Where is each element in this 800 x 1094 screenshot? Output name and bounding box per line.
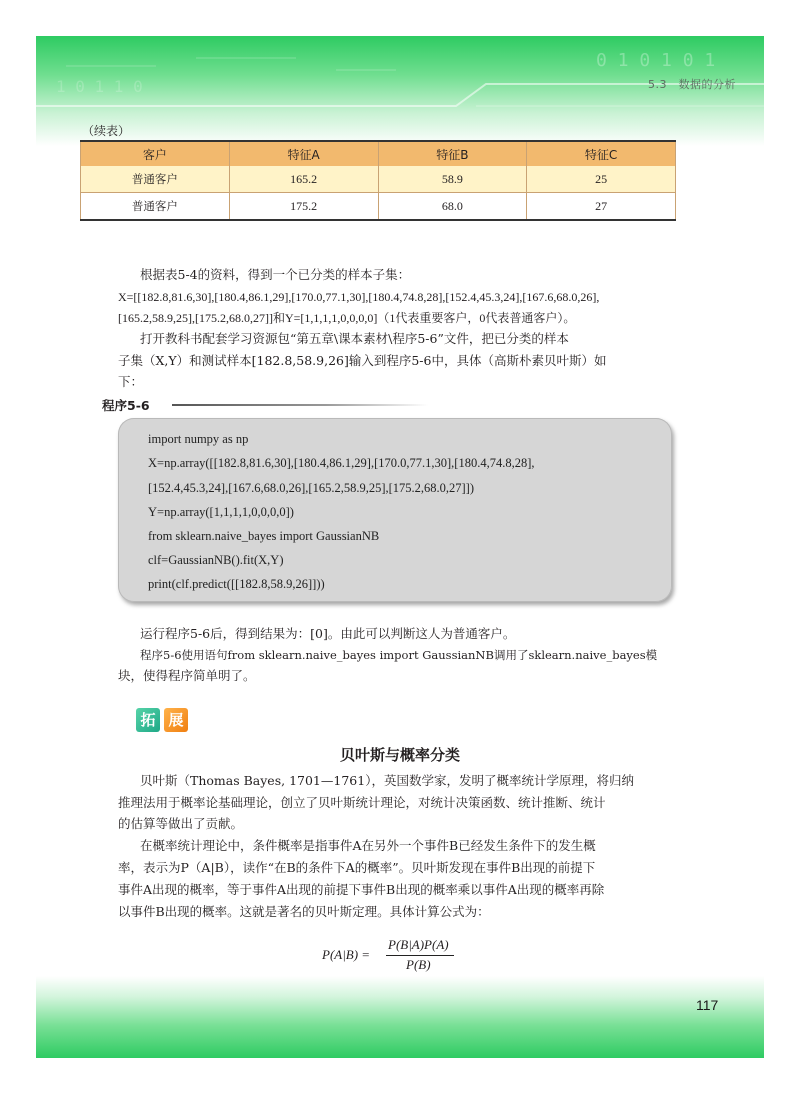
paragraph-line: 块，使得程序简单明了。 xyxy=(118,668,256,683)
paragraph-line: 贝叶斯（Thomas Bayes, 1701—1761），英国数学家，发明了概率统计学原理，将归纳 xyxy=(140,773,634,788)
table-cell: 普通客户 xyxy=(81,166,230,193)
code-line: import numpy as np xyxy=(148,432,249,446)
paragraph-line: 运行程序5-6后，得到结果为：[0]。由此可以判断这人为普通客户。 xyxy=(140,626,516,641)
table-continuation-label: （续表） xyxy=(82,124,131,138)
customer-feature-table xyxy=(80,140,676,221)
section-title: 贝叶斯与概率分类 xyxy=(339,746,460,764)
table-cell: 175.2 xyxy=(229,193,378,221)
page-number: 117 xyxy=(696,997,719,1013)
column-header: 特征C xyxy=(527,141,676,166)
footer-decoration xyxy=(36,976,764,1058)
paragraph-line: 程序5-6使用语句from sklearn.naive_bayes import GaussianNB调用了sklearn.naive_bayes模 xyxy=(140,648,658,662)
code-line: clf=GaussianNB().fit(X,Y) xyxy=(148,553,284,567)
expand-badge-icon: 拓 xyxy=(136,708,160,732)
code-line: [152.4,45.3,24],[167.6,68.0,26],[165.2,58.9,25],[175.2,68.0,27]]) xyxy=(148,481,475,495)
paragraph-line: X=[[182.8,81.6,30],[180.4,86.1,29],[170.0,77.1,30],[180.4,74.8,28],[152.4,45.3,24],[167.6,68.0,26], xyxy=(118,290,600,304)
svg-text:0 1 0 1 0 1: 0 1 0 1 0 1 xyxy=(596,50,716,71)
table-cell: 25 xyxy=(527,166,676,193)
code-line: from sklearn.naive_bayes import GaussianNB xyxy=(148,529,380,543)
code-line: X=np.array([[182.8,81.6,30],[180.4,86.1,29],[170.0,77.1,30],[180.4,74.8,28], xyxy=(148,456,535,470)
paragraph-line: 推理法用于概率论基础理论，创立了贝叶斯统计理论，对统计决策函数、统计推断、统计 xyxy=(118,795,606,810)
paragraph-line: 子集（X,Y）和测试样本[182.8,58.9,26]输入到程序5-6中，具体（高斯朴素贝叶斯）如 xyxy=(118,353,607,368)
column-header: 特征A xyxy=(229,141,378,166)
column-header: 特征B xyxy=(378,141,527,166)
table-cell: 58.9 xyxy=(378,166,527,193)
paragraph-line: 以事件B出现的概率。这就是著名的贝叶斯定理。具体计算公式为： xyxy=(118,904,490,919)
paragraph-line: [165.2,58.9,25],[175.2,68.0,27]]和Y=[1,1,1,1,0,0,0,0]（1代表重要客户，0代表普通客户）。 xyxy=(118,311,576,325)
code-line: print(clf.predict([[182.8,58.9,26]])) xyxy=(148,577,325,591)
paragraph-line: 下： xyxy=(118,374,144,389)
program-title: 程序5-6 xyxy=(102,398,150,413)
table-row xyxy=(81,193,676,221)
paragraph-line: 事件A出现的概率，等于事件A出现的前提下事件B出现的概率乘以事件A出现的概率再除 xyxy=(118,882,605,897)
table-cell: 68.0 xyxy=(378,193,527,221)
paragraph-line: 的估算等做出了贡献。 xyxy=(118,816,244,831)
table-cell: 165.2 xyxy=(229,166,378,193)
svg-text:1 0 1 1 0: 1 0 1 1 0 xyxy=(56,77,143,96)
code-line: Y=np.array([1,1,1,1,0,0,0,0]) xyxy=(148,505,294,519)
formula-denominator: P(B) xyxy=(406,957,431,972)
paragraph-line: 根据表5-4的资料，得到一个已分类的样本子集： xyxy=(140,267,411,282)
paragraph-line: 率，表示为P（A|B），读作“在B的条件下A的概率”。贝叶斯发现在事件B出现的前提下 xyxy=(118,860,596,875)
running-header: 5.3 数据的分析 xyxy=(648,78,736,91)
fraction-bar xyxy=(386,955,454,956)
table-cell: 27 xyxy=(527,193,676,221)
paragraph-line: 打开教科书配套学习资源包“第五章\课本素材\程序5-6”文件，把已分类的样本 xyxy=(140,331,569,346)
table-row xyxy=(81,166,676,193)
expand-badge-icon: 展 xyxy=(164,708,188,732)
table-header-row xyxy=(81,141,676,166)
table-cell: 普通客户 xyxy=(81,193,230,221)
program-title-rule xyxy=(172,404,428,406)
header-decoration xyxy=(36,36,764,146)
formula-lhs: P(A|B) = xyxy=(322,947,371,962)
formula-numerator: P(B|A)P(A) xyxy=(388,937,449,952)
column-header: 客户 xyxy=(81,141,230,166)
paragraph-line: 在概率统计理论中，条件概率是指事件A在另外一个事件B已经发生条件下的发生概 xyxy=(140,838,596,853)
